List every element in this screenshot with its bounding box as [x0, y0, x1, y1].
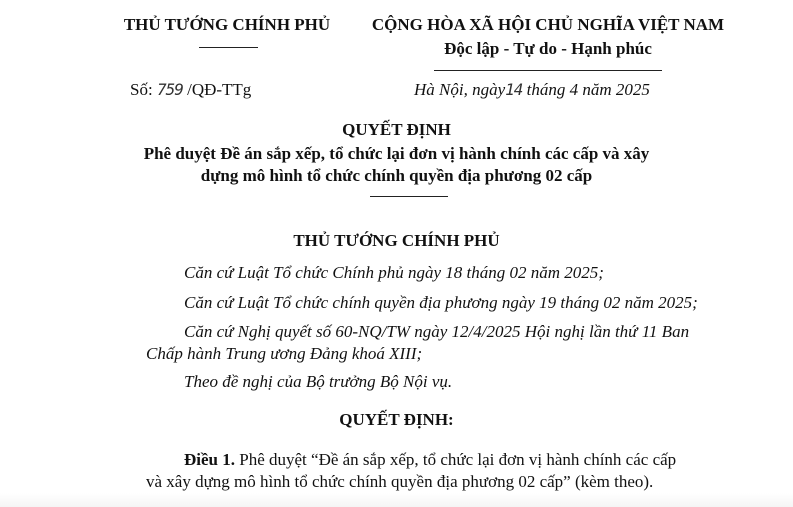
legal-basis-2: Căn cứ Luật Tổ chức chính quyền địa phương ngày 19 tháng 02 năm 2025; — [184, 293, 698, 312]
article-1-label: Điều 1. — [184, 450, 235, 469]
issuer-name: THỦ TƯỚNG CHÍNH PHỦ — [123, 15, 331, 34]
authority-heading: THỦ TƯỚNG CHÍNH PHỦ — [293, 231, 500, 250]
article-1-line-1 — [184, 450, 676, 470]
motto-underline — [434, 70, 662, 71]
handwritten-day: 14 — [505, 80, 523, 99]
title-underline — [370, 196, 448, 197]
document-number-prefix: Số: — [130, 80, 153, 99]
document-title: QUYẾT ĐỊNH — [342, 120, 451, 139]
handwritten-document-number: 759 — [156, 80, 183, 99]
document-number-suffix: /QĐ-TTg — [187, 80, 252, 99]
document-subject-line-1: Phê duyệt Đề án sắp xếp, tổ chức lại đơn vị hành chính các cấp và xây — [143, 144, 650, 163]
date-line — [414, 80, 650, 100]
document-number — [130, 80, 251, 100]
legal-basis-proposal: Theo đề nghị của Bộ trưởng Bộ Nội vụ. — [184, 372, 453, 391]
page-bottom-fade — [0, 493, 793, 507]
article-1-line-2: và xây dựng mô hình tổ chức chính quyền địa phương 02 cấp” (kèm theo). — [146, 472, 654, 491]
country-name: CỘNG HÒA XÃ HỘI CHỦ NGHĨA VIỆT NAM — [371, 15, 725, 34]
issuer-underline — [199, 47, 258, 48]
national-motto: Độc lập - Tự do - Hạnh phúc — [444, 39, 652, 58]
date-prefix: Hà Nội, ngày — [414, 80, 506, 99]
legal-basis-1: Căn cứ Luật Tổ chức Chính phủ ngày 18 tháng 02 năm 2025; — [184, 263, 604, 282]
document-subject-line-2: dựng mô hình tổ chức chính quyền địa phương 02 cấp — [200, 166, 593, 185]
date-suffix: tháng 4 năm 2025 — [526, 80, 650, 99]
decision-heading: QUYẾT ĐỊNH: — [339, 410, 454, 429]
legal-basis-3-line-1: Căn cứ Nghị quyết số 60-NQ/TW ngày 12/4/2025 Hội nghị lần thứ 11 Ban — [184, 322, 690, 341]
legal-basis-3-line-2: Chấp hành Trung ương Đảng khoá XIII; — [146, 344, 423, 363]
article-1-text-1: Phê duyệt “Đề án sắp xếp, tổ chức lại đơn vị hành chính các cấp — [239, 450, 677, 469]
